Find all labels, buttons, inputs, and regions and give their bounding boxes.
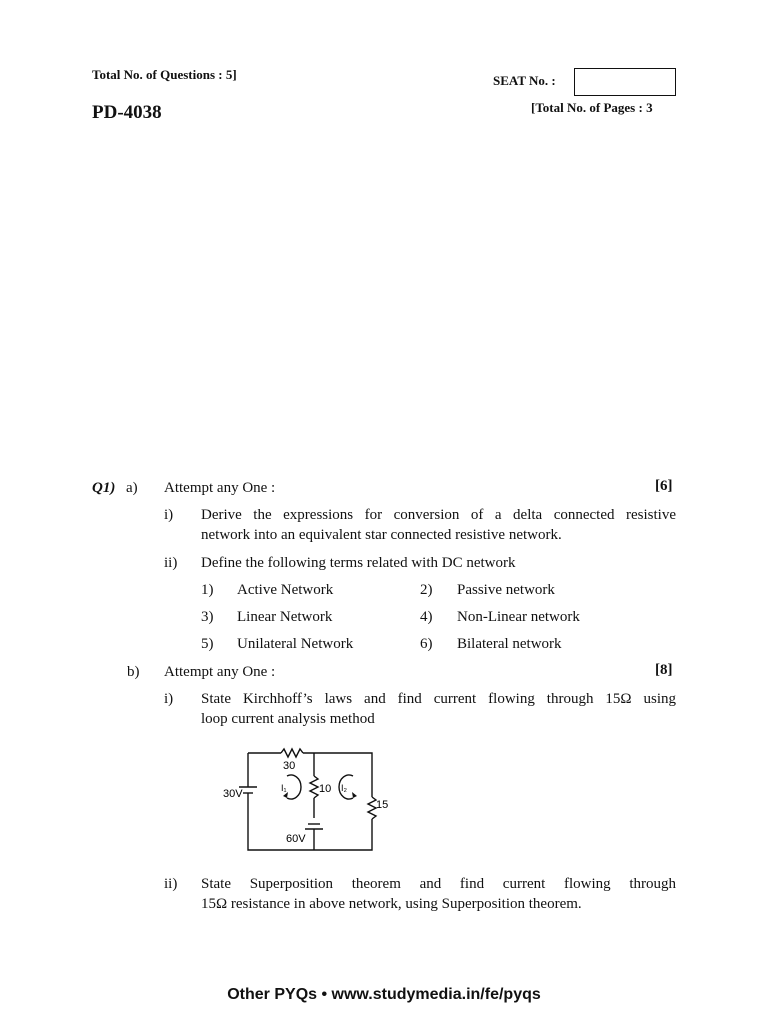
part-b-marks: [8] xyxy=(655,662,673,678)
term-number: 4) xyxy=(420,609,433,625)
loop2-arrow-icon xyxy=(352,792,357,798)
loop1-label: I₁ xyxy=(281,783,287,793)
term-text: Active Network xyxy=(237,582,334,598)
source-30v-label: 30V xyxy=(223,788,243,800)
part-a-title: Attempt any One : xyxy=(164,480,276,496)
question-text: 15Ω resistance in above network, using Superposition theorem. xyxy=(201,896,582,912)
total-questions: Total No. of Questions : 5] xyxy=(92,67,237,82)
term-text: Unilateral Network xyxy=(237,636,354,652)
item-number: i) xyxy=(164,507,174,523)
term-text: Non-Linear network xyxy=(457,609,580,625)
term-number: 1) xyxy=(201,582,214,598)
seat-number-box xyxy=(574,68,676,96)
term-text: Passive network xyxy=(457,582,555,598)
term-text: Bilateral network xyxy=(457,636,562,652)
term-number: 3) xyxy=(201,609,214,625)
term-text: Linear Network xyxy=(237,609,333,625)
part-a-marks: [6] xyxy=(655,478,673,494)
footer-link-text: Other PYQs • www.studymedia.in/fe/pyqs xyxy=(227,986,541,1003)
item-number: ii) xyxy=(164,876,178,892)
question-text: loop current analysis method xyxy=(201,711,375,727)
term-number: 5) xyxy=(201,636,214,652)
resistor-15-label: 15 xyxy=(376,799,389,811)
question-label: Q1) xyxy=(92,480,116,496)
question-text: network into an equivalent star connected resistive network. xyxy=(201,527,562,543)
seat-label: SEAT No. : xyxy=(493,73,556,88)
part-b-label: b) xyxy=(127,664,140,680)
part-b-title: Attempt any One : xyxy=(164,664,276,680)
circuit-diagram xyxy=(215,740,395,860)
loop2-label: I₂ xyxy=(341,783,347,793)
item-number: i) xyxy=(164,691,174,707)
term-number: 6) xyxy=(420,636,433,652)
resistor-10-label: 10 xyxy=(319,783,332,795)
question-text: Derive the expressions for conversion of a delta connected resistive xyxy=(201,507,676,523)
question-text: Define the following terms related with DC network xyxy=(201,555,516,571)
resistor-30-label: 30 xyxy=(283,760,296,772)
part-a-label: a) xyxy=(126,480,138,496)
question-text: State Kirchhoff’s laws and find current flowing through 15Ω using xyxy=(201,691,676,707)
item-number: ii) xyxy=(164,555,178,571)
source-60v-label: 60V xyxy=(286,833,306,845)
total-pages: [Total No. of Pages : 3 xyxy=(531,100,653,115)
term-number: 2) xyxy=(420,582,433,598)
paper-code: PD-4038 xyxy=(92,102,162,123)
question-text: State Superposition theorem and find current flowing through xyxy=(201,876,676,892)
